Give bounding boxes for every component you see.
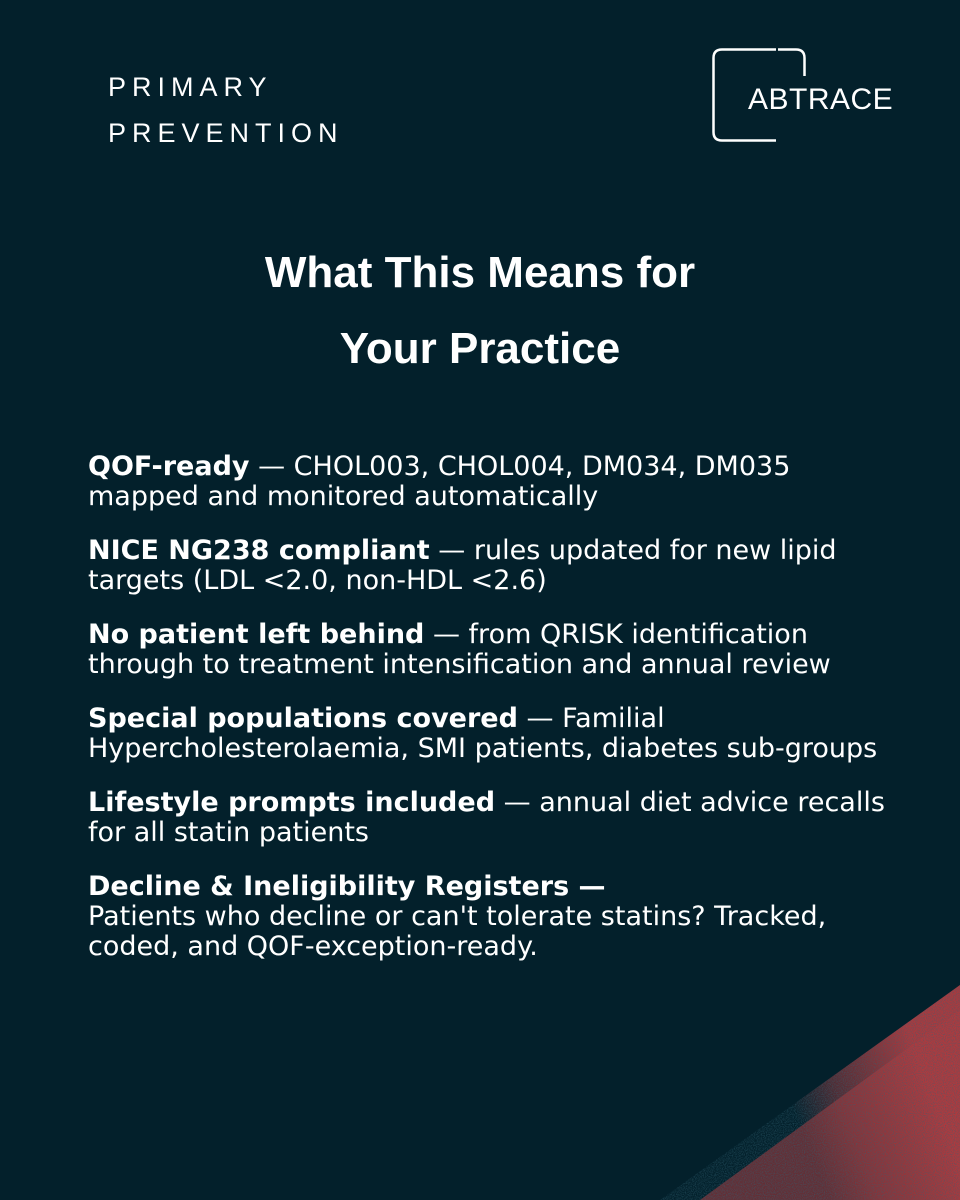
benefit-title: Special populations covered — [88, 703, 518, 734]
benefit-title: No patient left behind — [88, 619, 425, 650]
benefits-list — [88, 452, 908, 986]
benefit-text: Patients who decline or can't tolerate statins? Tracked, coded, and QOF-exception-ready. — [88, 901, 827, 962]
list-item — [88, 620, 908, 680]
benefit-title: QOF-ready — [88, 451, 250, 482]
eyebrow-line-1: PRIMARY — [108, 72, 273, 102]
page-title — [0, 235, 960, 387]
list-item — [88, 788, 908, 848]
title-line-2: Your Practice — [339, 324, 621, 373]
list-item — [88, 452, 908, 512]
benefit-title: Decline & Ineligibility Registers — — [88, 871, 606, 902]
eyebrow-line-2: PREVENTION — [108, 118, 344, 148]
benefit-text: — annual diet advice recalls for all statin patients — [88, 787, 885, 848]
title-line-1: What This Means for — [264, 248, 696, 297]
list-item — [88, 536, 908, 596]
benefit-title: NICE NG238 compliant — [88, 535, 430, 566]
benefit-text: — from QRISK identification through to treatment intensification and annual review — [88, 619, 831, 680]
benefit-title: Lifestyle prompts included — [88, 787, 496, 818]
section-eyebrow — [108, 64, 344, 156]
list-item — [88, 872, 908, 962]
logo-wordmark: ABTRACE — [748, 83, 894, 116]
benefit-text: — rules updated for new lipid targets (LDL <2.0, non-HDL <2.6) — [88, 535, 837, 596]
abtrace-logo — [712, 48, 912, 142]
benefit-text: — Familial Hypercholesterolaemia, SMI patients, diabetes sub-groups — [88, 703, 878, 764]
benefit-text: — CHOL003, CHOL004, DM034, DM035 mapped and monitored automatically — [88, 451, 791, 512]
list-item — [88, 704, 908, 764]
